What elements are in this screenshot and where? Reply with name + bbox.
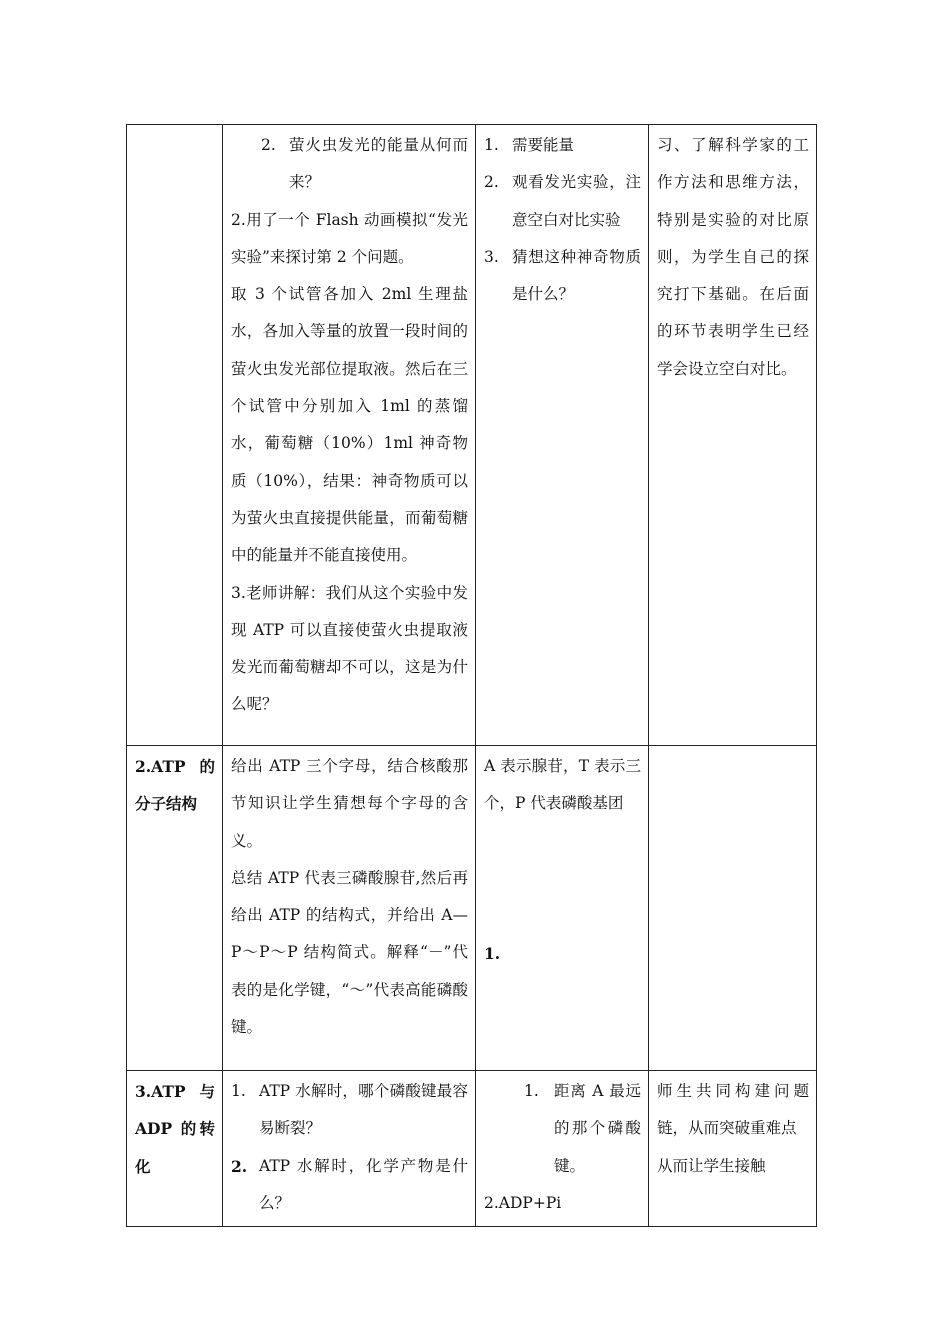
teacher-activity-cell — [223, 125, 476, 746]
lesson-plan-table — [126, 124, 817, 1227]
list-number: 1. — [484, 943, 501, 963]
summary-paragraph: 总结 ATP 代表三磷酸腺苷,然后再给出 ATP 的结构式，并给出 A—P～P～P 结构简式。解释“－”代表的是化学键，“～”代表高能磷酸键。 — [231, 868, 468, 1037]
list-item: 1. 距离 A 最远的那个磷酸键。 — [524, 1082, 641, 1175]
design-intent-cell: 师生共同构建问题链，从而突破重难点 从而让学生接触 — [649, 1071, 817, 1227]
list-item: 2. 观看发光实验，注意空白对比实验 — [484, 173, 641, 229]
list-item: 1. ATP 水解时，哪个磷酸键最容易断裂？ — [231, 1082, 468, 1138]
experiment-paragraph: 取 3 个试管各加入 2ml 生理盐水，各加入等量的放置一段时间的萤火虫发光部位提取液。然后在三个试管中分别加入 1ml 的蒸馏水，葡萄糖（10%）1ml 神奇物质（10%），结果：神奇物质可以为萤火虫直接提供能量，而葡萄糖中的能量并不能直接使用。 — [231, 285, 468, 565]
table-row — [127, 125, 817, 746]
guess-letters-paragraph: 给出 ATP 三个字母，结合核酸那节知识让学生猜想每个字母的含义。 — [231, 757, 468, 850]
list-item: 1. 需要能量 — [484, 136, 575, 154]
letter-meaning-paragraph: A 表示腺苷，T 表示三个，P 代表磷酸基团 — [484, 757, 641, 813]
list-item: 2. 萤火虫发光的能量从何而来？ — [261, 136, 468, 192]
products-paragraph: 2.ADP+Pi — [484, 1193, 562, 1212]
table-row — [127, 746, 817, 1071]
student-activity-cell — [476, 746, 649, 1071]
student-activity-cell — [476, 125, 649, 746]
flash-animation-paragraph: 2.用了一个 Flash 动画模拟“发光实验”来探讨第 2 个问题。 — [231, 210, 468, 266]
student-activity-cell — [476, 1071, 649, 1227]
design-intent-cell — [649, 746, 817, 1071]
design-intent-cell: 习、了解科学家的工作方法和思维方法，特别是实验的对比原则，为学生自己的探究打下基础。在后面的环节表明学生已经学会设立空白对比。 — [649, 125, 817, 746]
teacher-activity-cell — [223, 1071, 476, 1227]
row-header-cell — [127, 125, 223, 746]
table-row — [127, 1071, 817, 1227]
teacher-explain-paragraph: 3.老师讲解：我们从这个实验中发现 ATP 可以直接使萤火虫提取液发光而葡萄糖却不可以，这是为什么呢？ — [231, 583, 468, 714]
teacher-activity-cell — [223, 746, 476, 1071]
row-header-cell: 2.ATP 的分子结构 — [127, 746, 223, 1071]
list-item: 3. 猜想这种神奇物质是什么？ — [484, 247, 641, 304]
list-item: 2. ATP 水解时，化学产物是什么？ — [231, 1156, 468, 1212]
row-header-cell: 3.ATP 与 ADP 的转化 — [127, 1071, 223, 1227]
